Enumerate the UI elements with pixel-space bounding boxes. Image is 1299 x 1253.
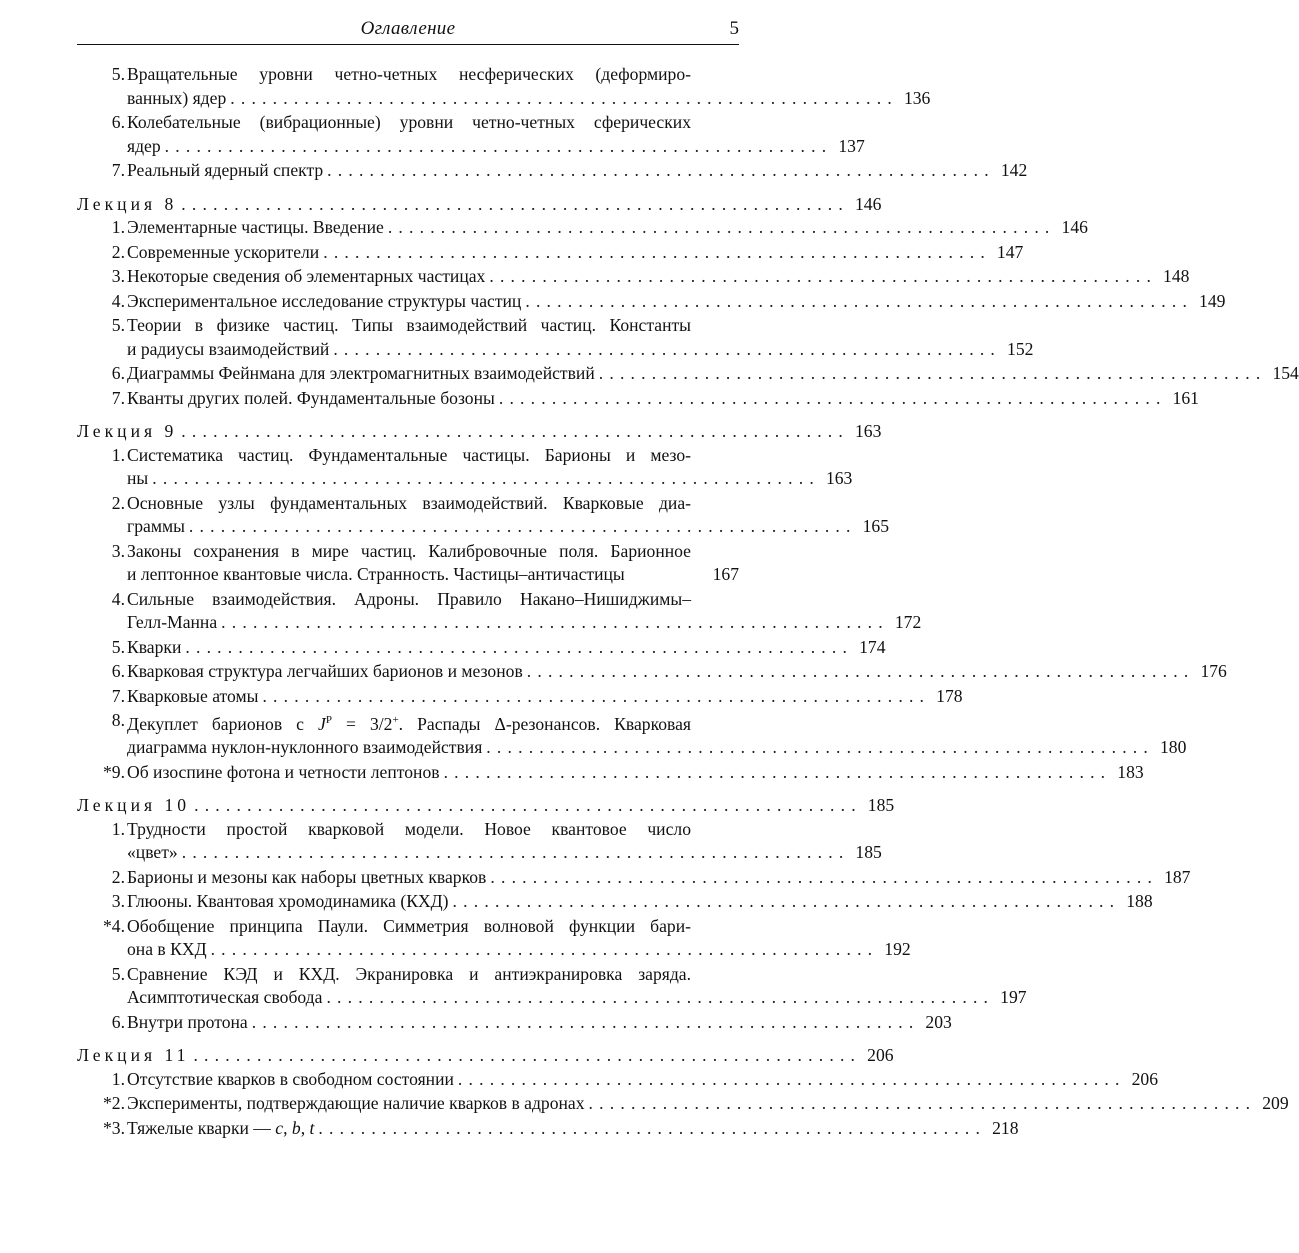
toc-entry-title: Отсутствие кварков в свободном состоянии bbox=[127, 1068, 454, 1089]
toc-leader-dots: ............................................................... bbox=[194, 795, 862, 816]
toc-entry-text-line: Колебательные (вибрационные) уровни четно-четных сферических bbox=[127, 112, 691, 132]
toc-leader-dots: ............................................................... bbox=[318, 1117, 987, 1138]
toc-leader-dots: ............................................................... bbox=[181, 421, 849, 441]
toc-entry-text-line: Систематика частиц. Фундаментальные частицы. Барионы и мезо- bbox=[127, 444, 691, 465]
toc-entry-number: 8. bbox=[111, 710, 125, 730]
toc-section-entry[interactable] bbox=[77, 540, 739, 587]
toc-entry-title: ны bbox=[127, 468, 149, 488]
toc-section-entry[interactable] bbox=[77, 265, 1190, 289]
toc-section-entry[interactable] bbox=[77, 63, 931, 110]
toc-page-number: 218 bbox=[992, 1117, 1019, 1138]
toc-entry-last-line bbox=[127, 1117, 1019, 1141]
table-of-contents bbox=[77, 63, 1299, 1140]
toc-page-number: 188 bbox=[1126, 891, 1153, 912]
toc-leader-dots: ............................................................... bbox=[152, 468, 820, 488]
toc-entry-last-line bbox=[127, 467, 853, 491]
toc-entry-last-line bbox=[77, 1044, 894, 1068]
toc-page-number: 203 bbox=[925, 1011, 952, 1032]
toc-page-number: 174 bbox=[859, 636, 886, 657]
toc-leader-dots: ............................................................... bbox=[181, 842, 850, 863]
toc-leader-dots: ............................................................... bbox=[486, 737, 1154, 758]
toc-entry-text-line: Трудности простой кварковой модели. Новое квантовое число bbox=[127, 818, 691, 839]
toc-entry-number: 5. bbox=[111, 636, 125, 657]
toc-page-number: 178 bbox=[936, 685, 963, 706]
toc-section-entry[interactable] bbox=[77, 1011, 952, 1035]
toc-leader-dots: ............................................................... bbox=[333, 338, 1002, 359]
toc-entry-title: и лептонное квантовые числа. Странность. Частицы–античастицы bbox=[127, 564, 625, 584]
toc-lecture-entry[interactable] bbox=[77, 420, 882, 444]
toc-leader-dots: ............................................................... bbox=[193, 1045, 862, 1066]
toc-section-entry[interactable] bbox=[77, 915, 911, 962]
toc-section-entry[interactable] bbox=[77, 159, 1028, 183]
toc-page-number: 152 bbox=[1007, 338, 1034, 359]
toc-entry-last-line bbox=[127, 387, 1199, 411]
toc-lecture-entry[interactable] bbox=[77, 1044, 894, 1068]
toc-leader-dots: ............................................................... bbox=[188, 516, 857, 536]
toc-section-entry[interactable] bbox=[77, 1068, 1159, 1092]
toc-entry-last-line bbox=[127, 1092, 1289, 1116]
toc-entry-title: диаграмма нуклон-нуклонного взаимодействия bbox=[127, 737, 483, 758]
toc-entry-text-line: Законы сохранения в мире частиц. Калибровочные поля. Барионное bbox=[127, 540, 691, 561]
toc-entry-last-line bbox=[127, 986, 1027, 1010]
toc-entry-last-line bbox=[77, 193, 882, 217]
toc-entry-title: Глюоны. Квантовая хромодинамика (КХД) bbox=[127, 891, 449, 912]
toc-entry-title: Гелл-Манна bbox=[127, 612, 218, 632]
toc-page-number: 148 bbox=[1163, 266, 1190, 286]
toc-entry-title: Современные ускорители bbox=[127, 241, 320, 262]
toc-entry-number: *3. bbox=[103, 1117, 125, 1138]
toc-section-entry[interactable] bbox=[77, 890, 1153, 914]
toc-section-entry[interactable] bbox=[77, 636, 886, 660]
toc-entry-last-line bbox=[127, 1068, 1159, 1092]
toc-page-number: 167 bbox=[712, 564, 739, 584]
toc-entry-number: 5. bbox=[111, 64, 125, 84]
toc-section-entry[interactable] bbox=[77, 761, 1144, 785]
toc-entry-number: 3. bbox=[111, 266, 125, 286]
toc-entry-number: 2. bbox=[111, 866, 125, 887]
toc-entry-last-line bbox=[127, 938, 911, 962]
toc-entry-last-line bbox=[127, 362, 1299, 386]
toc-entry-last-line bbox=[127, 1011, 952, 1035]
toc-entry-last-line bbox=[127, 515, 890, 539]
toc-page-number: 197 bbox=[1000, 987, 1027, 1008]
toc-entry-title: Эксперименты, подтверждающие наличие кварков в адронах bbox=[127, 1093, 585, 1114]
toc-page-number: 176 bbox=[1200, 661, 1227, 681]
toc-entry-text-line: Сильные взаимодействия. Адроны. Правило Накано–Нишиджимы– bbox=[127, 588, 691, 609]
toc-entry-title: граммы bbox=[127, 516, 185, 536]
toc-entry-number: 1. bbox=[111, 444, 125, 465]
toc-page-number: 149 bbox=[1199, 290, 1226, 311]
toc-section-entry[interactable] bbox=[77, 685, 963, 709]
toc-entry-title: Барионы и мезоны как наборы цветных кварков bbox=[127, 866, 487, 887]
toc-entry-last-line bbox=[127, 841, 882, 865]
toc-entry-last-line bbox=[127, 290, 1226, 314]
header-title: Оглавление bbox=[360, 18, 456, 39]
toc-entry-number: 6. bbox=[111, 363, 125, 383]
toc-entry-number: *4. bbox=[103, 915, 125, 936]
toc-section-entry[interactable] bbox=[77, 290, 1226, 314]
toc-entry-number: 7. bbox=[111, 685, 125, 706]
toc-entry-title: Лекция 8 bbox=[77, 193, 178, 214]
toc-page-number: 209 bbox=[1262, 1093, 1289, 1114]
toc-section-entry[interactable] bbox=[77, 111, 865, 158]
toc-leader-dots: ............................................................... bbox=[387, 217, 1056, 237]
toc-section-entry[interactable] bbox=[77, 362, 1299, 386]
toc-entry-number: 5. bbox=[111, 963, 125, 984]
toc-entry-last-line bbox=[127, 338, 1034, 362]
toc-entry-last-line bbox=[127, 736, 1187, 760]
toc-entry-number: *2. bbox=[103, 1093, 125, 1114]
toc-entry-text-line: Основные узлы фундаментальных взаимодействий. Кварковые диа- bbox=[127, 492, 691, 513]
toc-section-entry[interactable] bbox=[77, 963, 1027, 1010]
toc-entry-last-line bbox=[127, 660, 1227, 684]
toc-leader-dots: ............................................................... bbox=[598, 363, 1267, 383]
toc-entry-title: Кварковая структура легчайших барионов и мезонов bbox=[127, 661, 523, 681]
toc-page-number: 146 bbox=[855, 193, 882, 214]
toc-leader-dots: ............................................................... bbox=[457, 1068, 1126, 1089]
toc-entry-last-line bbox=[77, 420, 882, 444]
toc-page-number: 142 bbox=[1000, 160, 1028, 180]
toc-entry-number: 1. bbox=[111, 818, 125, 839]
toc-entry-last-line bbox=[127, 241, 1024, 265]
toc-entry-number: 1. bbox=[111, 1068, 125, 1089]
toc-entry-number: 2. bbox=[111, 241, 125, 262]
toc-leader-dots: ............................................................... bbox=[210, 939, 879, 960]
toc-leader-dots: ............................................................... bbox=[498, 387, 1167, 408]
toc-page-number: 192 bbox=[884, 939, 911, 960]
toc-leader-dots: ............................................................... bbox=[326, 987, 995, 1008]
toc-entry-title: и радиусы взаимодействий bbox=[127, 338, 330, 359]
toc-entry-title: она в КХД bbox=[127, 939, 207, 960]
toc-page-number: 165 bbox=[862, 516, 890, 536]
toc-entry-number: 4. bbox=[111, 290, 125, 311]
toc-entry-number: *9. bbox=[103, 761, 125, 782]
toc-section-entry[interactable] bbox=[77, 660, 1227, 684]
toc-entry-number: 3. bbox=[111, 540, 125, 561]
toc-section-entry[interactable] bbox=[77, 492, 890, 539]
toc-entry-number: 5. bbox=[111, 315, 125, 335]
toc-entry-last-line bbox=[127, 866, 1191, 890]
toc-page-number: 161 bbox=[1172, 387, 1199, 408]
toc-entry-last-line bbox=[127, 563, 739, 587]
toc-entry-last-line bbox=[127, 87, 931, 111]
toc-section-entry[interactable] bbox=[77, 709, 1187, 760]
toc-entry-title: Некоторые сведения об элементарных частицах bbox=[127, 266, 486, 286]
toc-entry-title: «цвет» bbox=[127, 842, 178, 863]
toc-page-number: 172 bbox=[894, 612, 922, 632]
toc-entry-number: 7. bbox=[111, 160, 125, 180]
toc-leader-dots: ............................................................... bbox=[251, 1011, 920, 1032]
toc-entry-last-line bbox=[127, 636, 886, 660]
toc-entry-title: Реальный ядерный спектр bbox=[127, 160, 324, 180]
toc-page-number: 154 bbox=[1272, 363, 1299, 383]
toc-entry-last-line bbox=[127, 265, 1190, 289]
toc-leader-dots: ............................................................... bbox=[323, 241, 991, 262]
toc-entry-last-line bbox=[127, 685, 963, 709]
toc-section-entry[interactable] bbox=[77, 1117, 1019, 1141]
toc-page-number: 206 bbox=[1131, 1068, 1159, 1089]
toc-leader-dots: ............................................................... bbox=[221, 612, 889, 632]
toc-entry-title: Кварки bbox=[127, 636, 182, 657]
toc-entry-number: 4. bbox=[111, 588, 125, 609]
toc-entry-title: Элементарные частицы. Введение bbox=[127, 217, 384, 237]
toc-entry-title: Экспериментальное исследование структуры частиц bbox=[127, 290, 522, 311]
toc-section-entry[interactable] bbox=[77, 588, 922, 635]
toc-entry-title: Асимптотическая свобода bbox=[127, 987, 323, 1008]
toc-section-entry[interactable] bbox=[77, 444, 853, 491]
toc-leader-dots: ............................................................... bbox=[526, 661, 1195, 681]
toc-page-number: 187 bbox=[1164, 866, 1191, 887]
toc-entry-title: Внутри протона bbox=[127, 1011, 248, 1032]
toc-entry-title: Лекция 10 bbox=[77, 795, 191, 816]
toc-page-number: 163 bbox=[855, 421, 882, 441]
toc-page-number: 147 bbox=[996, 241, 1024, 262]
toc-entry-title: Лекция 9 bbox=[77, 421, 178, 441]
toc-entry-number: 7. bbox=[111, 387, 125, 408]
toc-entry-last-line bbox=[127, 216, 1088, 240]
toc-entry-last-line bbox=[127, 761, 1144, 785]
toc-page-number: 137 bbox=[838, 135, 865, 156]
toc-leader-dots: ............................................................... bbox=[164, 135, 833, 156]
toc-entry-last-line bbox=[127, 890, 1153, 914]
toc-entry-number: 1. bbox=[111, 217, 125, 237]
toc-entry-last-line bbox=[127, 611, 922, 635]
toc-leader-dots: ............................................................... bbox=[452, 891, 1121, 912]
toc-leader-dots: ............................................................... bbox=[489, 266, 1158, 286]
toc-page-number: 206 bbox=[867, 1045, 894, 1066]
toc-entry-number: 6. bbox=[111, 112, 125, 132]
toc-leader-dots: ............................................................... bbox=[181, 193, 849, 214]
toc-leader-dots: ............................................................... bbox=[443, 761, 1112, 782]
toc-entry-title: Лекция 11 bbox=[77, 1045, 190, 1066]
toc-leader-dots: ............................................................... bbox=[525, 290, 1194, 311]
toc-section-entry[interactable] bbox=[77, 866, 1191, 890]
toc-leader-dots: ............................................................... bbox=[185, 636, 854, 657]
toc-entry-number: 6. bbox=[111, 661, 125, 681]
toc-entry-text-line: Теории в физике частиц. Типы взаимодействий частиц. Константы bbox=[127, 315, 691, 335]
toc-section-entry[interactable] bbox=[77, 216, 1088, 240]
header-rule bbox=[77, 44, 739, 45]
running-header bbox=[77, 16, 739, 42]
toc-entry-number: 6. bbox=[111, 1011, 125, 1032]
toc-page-number: 185 bbox=[855, 842, 882, 863]
toc-entry-title: ядер bbox=[127, 135, 161, 156]
toc-page-number: 136 bbox=[903, 87, 931, 108]
toc-entry-text-line: Декуплет барионов с $J^P = 3/2^+$. Распады Δ-резонансов. Кварковая bbox=[127, 713, 692, 734]
toc-entry-title: Об изоспине фотона и четности лептонов bbox=[127, 761, 440, 782]
toc-leader-dots: ............................................................... bbox=[327, 160, 995, 180]
toc-lecture-entry[interactable] bbox=[77, 794, 895, 818]
toc-entry-text-line: Вращательные уровни четно-четных несферических (деформиро- bbox=[127, 64, 691, 84]
toc-entry-last-line bbox=[127, 159, 1028, 183]
toc-page-number: 163 bbox=[825, 468, 853, 488]
toc-section-entry[interactable] bbox=[77, 1092, 1289, 1116]
toc-entry-number: 2. bbox=[111, 492, 125, 513]
toc-page-number: 183 bbox=[1117, 761, 1144, 782]
toc-page-number: 146 bbox=[1061, 217, 1088, 237]
toc-entry-title: Кварковые атомы bbox=[127, 685, 259, 706]
toc-page-number: 185 bbox=[867, 795, 895, 816]
toc-entry-last-line bbox=[77, 794, 895, 818]
toc-entry-text-line: Сравнение КЭД и КХД. Экранировка и антиэкранировка заряда. bbox=[127, 963, 691, 984]
toc-section-entry[interactable] bbox=[77, 241, 1024, 265]
toc-entry-title: Диаграммы Фейнмана для электромагнитных взаимодействий bbox=[127, 363, 595, 383]
toc-section-entry[interactable] bbox=[77, 818, 882, 865]
toc-lecture-entry[interactable] bbox=[77, 193, 882, 217]
toc-leader-dots: ............................................................... bbox=[262, 685, 931, 706]
toc-entry-title: Кванты других полей. Фундаментальные бозоны bbox=[127, 387, 495, 408]
toc-entry-number: 3. bbox=[111, 891, 125, 912]
header-page-number: 5 bbox=[729, 18, 739, 39]
toc-leader-dots: ............................................................... bbox=[490, 866, 1159, 887]
toc-entry-title: Тяжелые кварки — c, b, t bbox=[127, 1117, 315, 1138]
toc-leader-dots: ............................................................... bbox=[588, 1093, 1257, 1114]
toc-section-entry[interactable] bbox=[77, 314, 1034, 361]
toc-leader-dots: ............................................................... bbox=[230, 87, 898, 108]
toc-page-number: 180 bbox=[1160, 737, 1187, 758]
toc-entry-text-line: Обобщение принципа Паули. Симметрия волновой функции бари- bbox=[127, 915, 691, 936]
toc-section-entry[interactable] bbox=[77, 387, 1199, 411]
toc-entry-title: ванных) ядер bbox=[127, 87, 227, 108]
toc-entry-last-line bbox=[127, 135, 865, 159]
